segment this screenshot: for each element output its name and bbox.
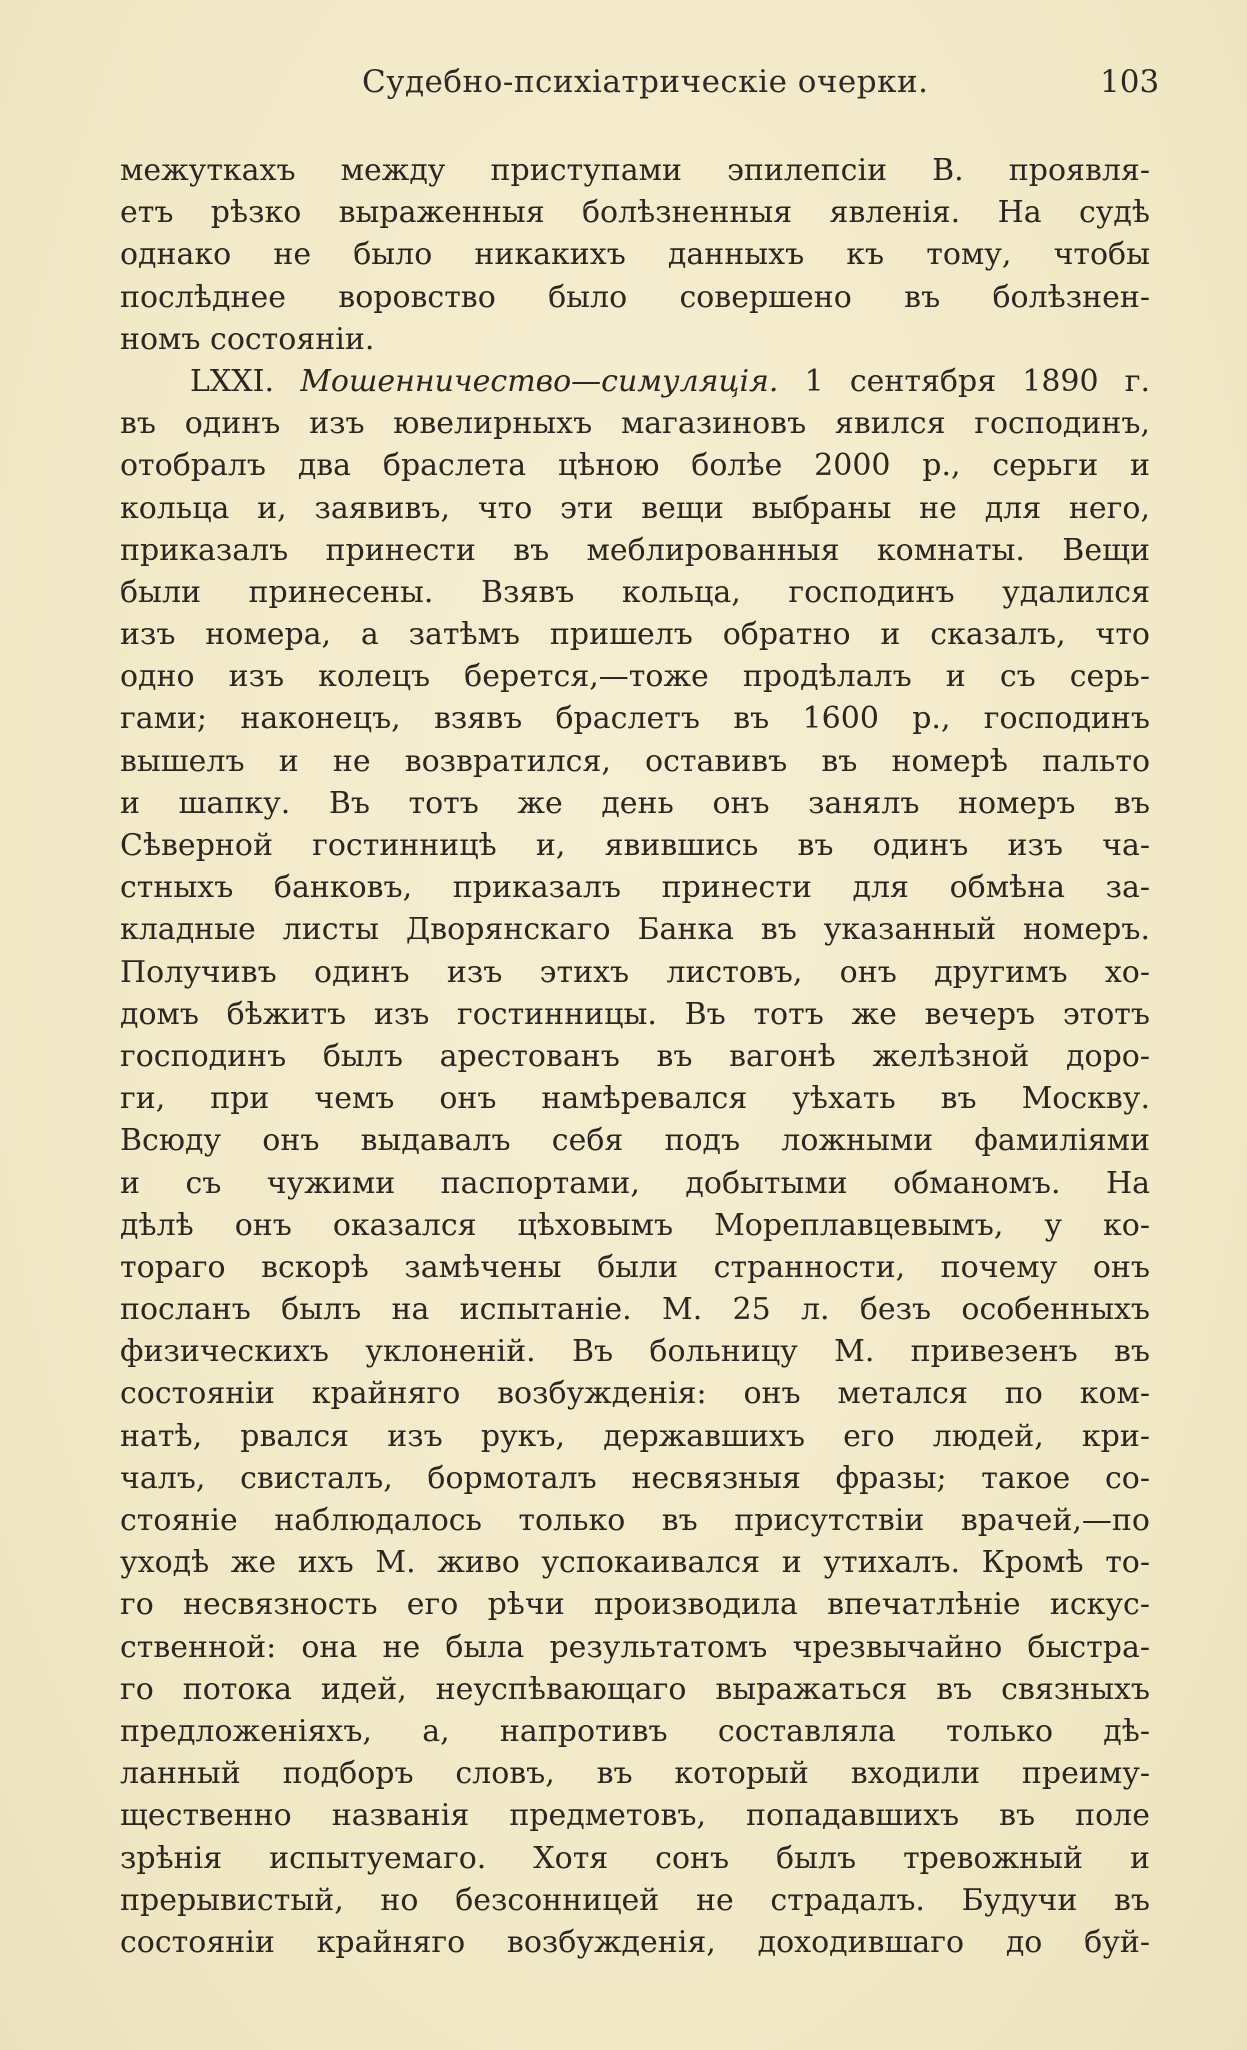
text-line: изъ номера, а затѣмъ пришелъ обратно и сказалъ, что (120, 617, 1150, 653)
text-line: чалъ, свисталъ, бормоталъ несвязныя фразы; такое со- (120, 1460, 1150, 1496)
section-title: Мошенничество—симуляція. (300, 363, 779, 399)
text-line: уходѣ же ихъ М. живо успокаивался и утихалъ. Кромѣ то- (120, 1545, 1150, 1581)
running-title: Судебно-психіатрическіе очерки. (362, 64, 929, 100)
text-line: вышелъ и не возвратился, оставивъ въ номерѣ пальто (120, 743, 1150, 779)
section-heading-line (120, 361, 1150, 403)
text-line: ланный подборъ словъ, въ который входили преиму- (120, 1756, 1150, 1792)
text-line: го потока идей, неуспѣвающаго выражаться въ связныхъ (120, 1671, 1150, 1707)
text-line: и шапку. Въ тотъ же день онъ занялъ номеръ въ (120, 785, 1150, 821)
body-text (120, 150, 1150, 1964)
text-line: щественно названія предметовъ, попадавшихъ въ поле (120, 1798, 1150, 1834)
text-line: дѣлѣ онъ оказался цѣховымъ Мореплавцевымъ, у ко- (120, 1207, 1150, 1243)
text-line: отобралъ два браслета цѣною болѣе 2000 р., серьги и (120, 448, 1150, 484)
text-line: прерывистый, но безсонницей не страдалъ. Будучи въ (120, 1882, 1150, 1918)
text-line: однако не было никакихъ данныхъ къ тому, чтобы (120, 237, 1150, 273)
text-line: въ одинъ изъ ювелирныхъ магазиновъ явился господинъ, (120, 406, 1150, 442)
text-line: стныхъ банковъ, приказалъ принести для обмѣна за- (120, 870, 1150, 906)
text-line: состояніи крайняго возбужденія: онъ метался по ком- (120, 1376, 1150, 1412)
text-line: стояніе наблюдалось только въ присутствіи врачей,—по (120, 1503, 1150, 1538)
text-line: номъ состояніи. (120, 321, 375, 357)
section-date: 1 сентября 1890 г. (804, 363, 1150, 399)
text-line: Получивъ одинъ изъ этихъ листовъ, онъ другимъ хо- (120, 954, 1150, 990)
text-line: Всюду онъ выдавалъ себя подъ ложными фамиліями (120, 1123, 1150, 1159)
text-line: господинъ былъ арестованъ въ вагонѣ желѣзной доро- (120, 1038, 1150, 1074)
text-line: кольца и, заявивъ, что эти вещи выбраны не для него, (120, 490, 1150, 526)
text-line: кладные листы Дворянскаго Банка въ указанный номеръ. (120, 912, 1150, 948)
text-line: натѣ, рвался изъ рукъ, державшихъ его людей, кри- (120, 1418, 1150, 1454)
text-line: межуткахъ между приступами эпилепсіи В. проявля- (120, 153, 1150, 188)
text-line: ственной: она не была результатомъ чрезвычайно быстра- (120, 1629, 1150, 1665)
text-line: состояніи крайняго возбужденія, доходившаго до буй- (120, 1924, 1150, 1960)
page-number: 103 (1100, 64, 1160, 100)
text-line: физическихъ уклоненій. Въ больницу М. привезенъ въ (120, 1334, 1150, 1370)
text-line: етъ рѣзко выраженныя болѣзненныя явленія. На судѣ (120, 195, 1150, 231)
text-line: посланъ былъ на испытаніе. М. 25 л. безъ особенныхъ (120, 1292, 1150, 1328)
text-line: предложеніяхъ, а, напротивъ составляла только дѣ- (120, 1713, 1150, 1749)
text-line: и съ чужими паспортами, добытыми обманомъ. На (120, 1165, 1150, 1201)
text-line: приказалъ принести въ меблированныя комнаты. Вещи (120, 532, 1150, 568)
text-line: го несвязность его рѣчи производила впечатлѣніе искус- (120, 1587, 1150, 1623)
text-line: одно изъ колецъ берется,—тоже продѣлалъ и съ серь- (120, 659, 1150, 695)
text-line: тораго вскорѣ замѣчены были странности, почему онъ (120, 1249, 1150, 1285)
text-line: зрѣнія испытуемаго. Хотя сонъ былъ тревожный и (120, 1840, 1150, 1876)
section-number: LXXI. (190, 363, 275, 399)
text-line: ги, при чемъ онъ намѣревался уѣхать въ Москву. (120, 1081, 1150, 1117)
running-head (0, 64, 1247, 114)
text-line: Сѣверной гостинницѣ и, явившись въ одинъ изъ ча- (120, 828, 1150, 863)
text-line: были принесены. Взявъ кольца, господинъ удалился (120, 574, 1150, 610)
text-line: гами; наконецъ, взявъ браслетъ въ 1600 р., господинъ (120, 701, 1150, 737)
text-line: послѣднее воровство было совершено въ болѣзнен- (120, 279, 1150, 315)
text-line: домъ бѣжитъ изъ гостинницы. Въ тотъ же вечеръ этотъ (120, 996, 1150, 1032)
